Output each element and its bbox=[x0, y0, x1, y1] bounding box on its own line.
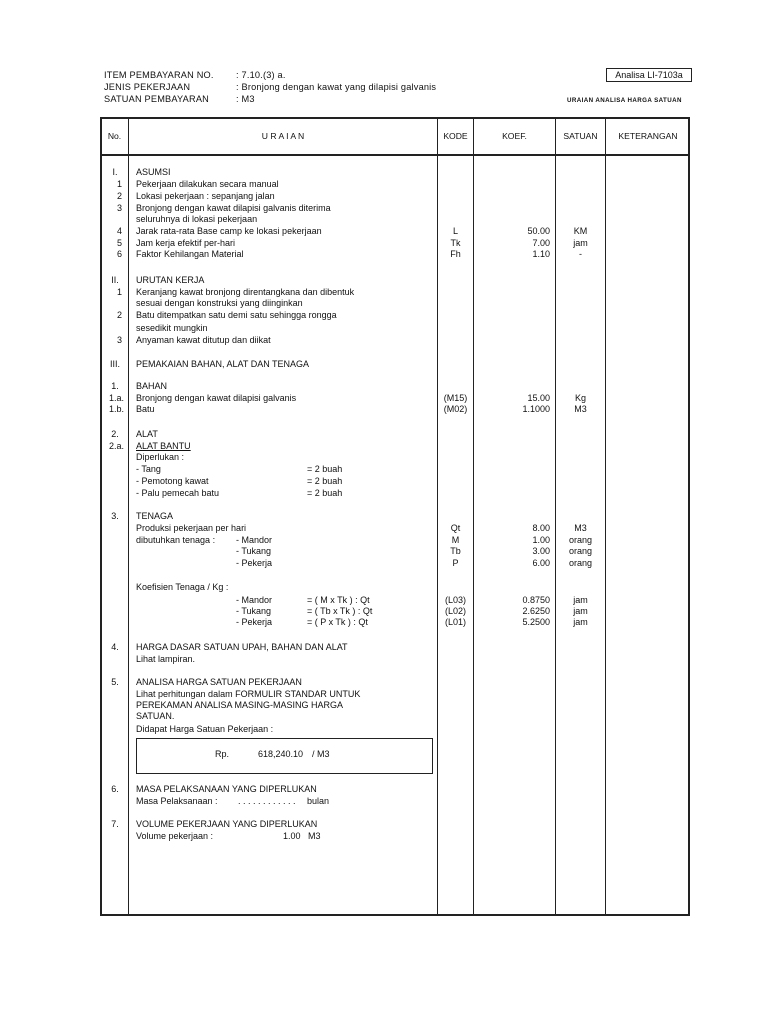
row-satuan: KM bbox=[573, 226, 588, 236]
row-number: 3 bbox=[116, 203, 122, 213]
column-header-koef: KOEF. bbox=[502, 131, 527, 141]
column-header-no: No. bbox=[107, 131, 122, 141]
dibutuhkan-label: dibutuhkan tenaga : bbox=[136, 535, 216, 545]
section-number: III. bbox=[109, 359, 120, 369]
row-koef: 1.1000 bbox=[522, 404, 550, 414]
koefisien-formula: = ( P x Tk ) : Qt bbox=[307, 617, 368, 627]
row-koef: 7.00 bbox=[532, 238, 550, 248]
section-title: HARGA DASAR SATUAN UPAH, BAHAN DAN ALAT bbox=[136, 642, 348, 652]
section-title: ASUMSI bbox=[136, 167, 171, 177]
section-number: 4. bbox=[111, 642, 119, 652]
row-number: 2 bbox=[116, 191, 122, 201]
column-header-satuan: SATUAN bbox=[563, 131, 598, 141]
didapat-label: Didapat Harga Satuan Pekerjaan : bbox=[136, 724, 274, 734]
row-koef: 0.8750 bbox=[522, 595, 550, 605]
subsection-number: 1. bbox=[111, 381, 119, 391]
row-text: sesuai dengan konstruksi yang diinginkan bbox=[136, 298, 303, 308]
tool-qty: = 2 buah bbox=[307, 476, 343, 486]
volume-unit: M3 bbox=[308, 831, 321, 841]
tool-qty: = 2 buah bbox=[307, 488, 343, 498]
koefisien-formula: = ( Tb x Tk ) : Qt bbox=[307, 606, 373, 616]
column-divider bbox=[128, 117, 129, 916]
column-header-keterangan: KETERANGAN bbox=[618, 131, 678, 141]
row-kode: (M15) bbox=[443, 393, 468, 403]
row-koef: 1.10 bbox=[532, 249, 550, 259]
row-kode: (M02) bbox=[443, 404, 468, 414]
row-koef: 6.00 bbox=[532, 558, 550, 568]
row-kode: Tk bbox=[450, 238, 461, 248]
currency-label: Rp. bbox=[215, 749, 230, 759]
masa-unit: bulan bbox=[307, 796, 330, 806]
subsection-title: BAHAN bbox=[136, 381, 168, 391]
row-koef: 5.2500 bbox=[522, 617, 550, 627]
row-text: Pekerjaan dilakukan secara manual bbox=[136, 179, 279, 189]
item-value: : 7.10.(3) a. bbox=[236, 70, 286, 80]
row-text: seluruhnya di lokasi pekerjaan bbox=[136, 214, 258, 224]
column-header-uraian: U R A I A N bbox=[261, 131, 305, 141]
section-title: PEMAKAIAN BAHAN, ALAT DAN TENAGA bbox=[136, 359, 310, 369]
column-header-kode: KODE bbox=[443, 131, 468, 141]
row-kode: L bbox=[452, 226, 458, 236]
section-text: Lihat lampiran. bbox=[136, 654, 196, 664]
section-number: II. bbox=[111, 275, 119, 285]
analisa-code-box: Analisa LI-7103a bbox=[606, 68, 692, 82]
row-koef: 8.00 bbox=[532, 523, 550, 533]
section-title: ANALISA HARGA SATUAN PEKERJAAN bbox=[136, 677, 302, 687]
row-number: 5 bbox=[116, 238, 122, 248]
row-text: Bronjong dengan kawat dilapisi galvanis diterima bbox=[136, 203, 331, 213]
diperlukan-label: Diperlukan : bbox=[136, 452, 185, 462]
row-number: 1 bbox=[116, 287, 122, 297]
row-kode: (L02) bbox=[444, 606, 466, 616]
worker-name: - Mandor bbox=[236, 535, 273, 545]
section-title: URUTAN KERJA bbox=[136, 275, 205, 285]
satuan-label: SATUAN PEMBAYARAN bbox=[104, 94, 209, 104]
row-number: 1.b. bbox=[108, 404, 124, 414]
section-number: I. bbox=[112, 167, 118, 177]
section-text: PEREKAMAN ANALISA MASING-MASING HARGA bbox=[136, 700, 344, 710]
row-text: Lokasi pekerjaan : sepanjang jalan bbox=[136, 191, 275, 201]
volume-value: 1.00 bbox=[283, 831, 301, 841]
koefisien-name: - Mandor bbox=[236, 595, 273, 605]
jenis-value: : Bronjong dengan kawat yang dilapisi galvanis bbox=[236, 82, 437, 92]
row-satuan: jam bbox=[573, 606, 588, 616]
row-koef: 2.6250 bbox=[522, 606, 550, 616]
koefisien-name: - Pekerja bbox=[236, 617, 273, 627]
subsection-number: 2. bbox=[111, 429, 119, 439]
koefisien-formula: = ( M x Tk ) : Qt bbox=[307, 595, 370, 605]
section-number: 7. bbox=[111, 819, 119, 829]
row-satuan: orang bbox=[568, 558, 593, 568]
masa-dots: . . . . . . . . . . . . bbox=[238, 796, 296, 806]
section-number: 5. bbox=[111, 677, 119, 687]
satuan-value: : M3 bbox=[236, 94, 255, 104]
section-title: MASA PELAKSANAAN YANG DIPERLUKAN bbox=[136, 784, 317, 794]
row-number: 3 bbox=[116, 335, 122, 345]
row-number: 1.a. bbox=[108, 393, 124, 403]
row-koef: 50.00 bbox=[527, 226, 550, 236]
row-satuan: jam bbox=[573, 595, 588, 605]
row-satuan: orang bbox=[568, 546, 593, 556]
row-number: 1 bbox=[116, 179, 122, 189]
row-text: Keranjang kawat bronjong direntangkana dan dibentuk bbox=[136, 287, 355, 297]
row-satuan: M3 bbox=[574, 404, 587, 414]
section-title: VOLUME PEKERJAAN YANG DIPERLUKAN bbox=[136, 819, 318, 829]
tool-name: - Pemotong kawat bbox=[136, 476, 209, 486]
koefisien-title: Koefisien Tenaga / Kg : bbox=[136, 582, 229, 592]
masa-label: Masa Pelaksanaan : bbox=[136, 796, 218, 806]
row-text: Batu bbox=[136, 404, 155, 414]
item-label: ITEM PEMBAYARAN NO. bbox=[104, 70, 214, 80]
row-satuan: orang bbox=[568, 535, 593, 545]
row-text: Bronjong dengan kawat dilapisi galvanis bbox=[136, 393, 297, 403]
row-number: 2.a. bbox=[108, 441, 124, 451]
alat-bantu-title: ALAT BANTU bbox=[136, 441, 191, 451]
harga-satuan-unit: / M3 bbox=[312, 749, 330, 759]
row-text: Batu ditempatkan satu demi satu sehingga rongga bbox=[136, 310, 337, 320]
section-number: 6. bbox=[111, 784, 119, 794]
row-koef: 15.00 bbox=[527, 393, 550, 403]
row-kode: Fh bbox=[450, 249, 461, 259]
row-satuan: jam bbox=[573, 238, 588, 248]
row-kode: P bbox=[452, 558, 459, 568]
column-divider bbox=[605, 117, 606, 916]
row-kode: Tb bbox=[450, 546, 461, 556]
row-number: 4 bbox=[116, 226, 122, 236]
row-kode: Qt bbox=[450, 523, 461, 533]
subsection-title: TENAGA bbox=[136, 511, 174, 521]
jenis-label: JENIS PEKERJAAN bbox=[104, 82, 191, 92]
table-header-divider bbox=[100, 154, 690, 156]
tool-qty: = 2 buah bbox=[307, 464, 343, 474]
row-number: 6 bbox=[116, 249, 122, 259]
row-koef: 3.00 bbox=[532, 546, 550, 556]
row-satuan: Kg bbox=[574, 393, 586, 403]
row-kode: (L01) bbox=[444, 617, 466, 627]
tool-name: - Palu pemecah batu bbox=[136, 488, 220, 498]
row-kode: (L03) bbox=[444, 595, 466, 605]
worker-name: - Pekerja bbox=[236, 558, 273, 568]
subsection-title: ALAT bbox=[136, 429, 158, 439]
subsection-number: 3. bbox=[111, 511, 119, 521]
row-koef: 1.00 bbox=[532, 535, 550, 545]
row-kode: M bbox=[451, 535, 460, 545]
row-text: Anyaman kawat ditutup dan diikat bbox=[136, 335, 271, 345]
row-text: sesedikit mungkin bbox=[136, 323, 208, 333]
row-number: 2 bbox=[116, 310, 122, 320]
row-text: Jarak rata-rata Base camp ke lokasi pekerjaan bbox=[136, 226, 322, 236]
section-text: SATUAN. bbox=[136, 711, 175, 721]
produksi-label: Produksi pekerjaan per hari bbox=[136, 523, 247, 533]
koefisien-name: - Tukang bbox=[236, 606, 272, 616]
tool-name: - Tang bbox=[136, 464, 161, 474]
worker-name: - Tukang bbox=[236, 546, 272, 556]
harga-satuan-amount: 618,240.10 bbox=[258, 749, 304, 759]
row-satuan: jam bbox=[573, 617, 588, 627]
row-text: Faktor Kehilangan Material bbox=[136, 249, 244, 259]
document-subtitle: URAIAN ANALISA HARGA SATUAN bbox=[567, 97, 682, 104]
volume-label: Volume pekerjaan : bbox=[136, 831, 214, 841]
section-text: Lihat perhitungan dalam FORMULIR STANDAR UNTUK bbox=[136, 689, 361, 699]
row-text: Jam kerja efektif per-hari bbox=[136, 238, 236, 248]
row-satuan: - bbox=[579, 249, 582, 259]
row-satuan: M3 bbox=[574, 523, 587, 533]
